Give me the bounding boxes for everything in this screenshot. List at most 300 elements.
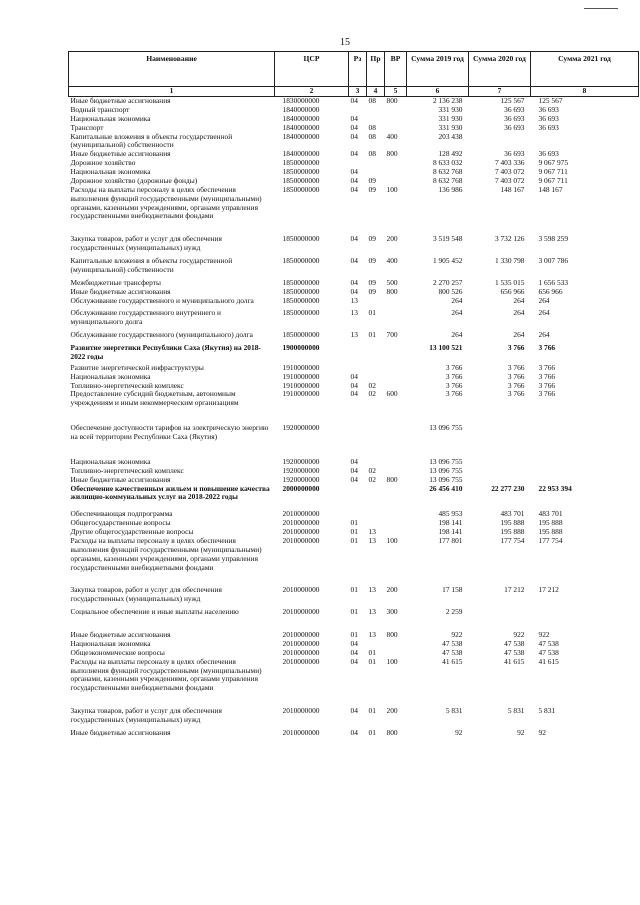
cell-name: Социальное обеспечение и иные выплаты населению: [70, 607, 239, 617]
cell-pr: 01: [368, 706, 376, 716]
cell-pr: 01: [368, 308, 376, 318]
cell-sum-2019: 177 801: [438, 535, 463, 545]
cell-csr: 2000000000: [282, 483, 320, 493]
cell-sum-2020: 36 693: [504, 104, 525, 114]
cell-sum-2020: 3 766: [507, 371, 525, 381]
header-sum-2019: Сумма 2019 год: [407, 52, 469, 87]
cell-sum-2021: 177 754: [538, 535, 563, 545]
cell-rz: 01: [350, 630, 358, 639]
cell-name: Капитальные вложения в объекты государственной (муниципальной) собственности: [70, 256, 233, 274]
cell-csr: 1850000000: [282, 330, 320, 340]
cell-csr: 2010000000: [282, 647, 320, 657]
cell-sum-2021: 3 007 786: [538, 256, 569, 265]
cell-name: Иные бюджетные ассигнования: [70, 286, 171, 296]
cell-csr: 1840000000: [282, 104, 320, 114]
cell-csr: 1850000000: [282, 184, 320, 194]
cell-sum-2021: 41 615: [538, 656, 559, 666]
cell-name: Транспорт: [70, 122, 104, 132]
cell-vr: [385, 373, 407, 382]
cell-csr: 1840000000: [282, 131, 320, 141]
cell-vr: [385, 510, 407, 519]
cell-sum-2020: 36 693: [504, 122, 525, 132]
cell-sum-2021: [531, 608, 639, 631]
cell-sum-2019: 3 766: [445, 380, 463, 390]
cell-sum-2021: 1 656 533: [538, 277, 569, 287]
cell-name: Топливно-энергетический комплекс: [70, 465, 184, 475]
cell-sum-2021: [531, 467, 639, 476]
cell-pr: 01: [368, 330, 376, 340]
cell-vr: [385, 344, 407, 364]
cell-pr: 09: [368, 286, 376, 296]
cell-rz: 04: [350, 465, 358, 475]
cell-sum-2020: [469, 467, 531, 476]
cell-sum-2021: 47 538: [538, 638, 559, 648]
cell-vr: 800: [386, 630, 398, 639]
cell-vr: 800: [386, 474, 398, 484]
cell-sum-2019: 92: [455, 727, 463, 737]
cell-sum-2019: 5 831: [445, 706, 463, 716]
cell-sum-2021: 3 766: [538, 389, 556, 399]
cell-pr: 02: [368, 474, 376, 484]
cell-csr: 1910000000: [282, 371, 320, 381]
cell-sum-2020: 41 615: [504, 656, 525, 666]
cell-sum-2019: 3 766: [445, 362, 463, 372]
header-name: Наименование: [69, 52, 275, 87]
cell-name: Закупка товаров, работ и услуг для обеспечения государственных (муниципальных) нужд: [70, 234, 222, 253]
cell-sum-2019: 13 100 521: [429, 343, 463, 352]
cell-pr: 02: [368, 465, 376, 475]
table-row: [69, 424, 639, 458]
cell-vr: [385, 168, 407, 177]
column-number: 1: [69, 87, 275, 97]
cell-sum-2021: [531, 424, 639, 458]
cell-csr: 1850000000: [282, 158, 320, 168]
cell-sum-2019: 3 766: [445, 389, 463, 399]
cell-sum-2019: 264: [451, 295, 463, 305]
cell-sum-2021: 3 598 259: [538, 234, 569, 244]
cell-sum-2021: 483 701: [538, 509, 563, 519]
cell-sum-2021: 3 766: [538, 362, 556, 372]
cell-pr: 09: [368, 256, 376, 265]
cell-rz: 04: [350, 131, 358, 141]
table-row: [69, 235, 639, 257]
cell-pr: 01: [368, 656, 376, 666]
cell-rz: 13: [350, 308, 358, 318]
cell-sum-2020: 36 693: [504, 149, 525, 159]
cell-csr: 2010000000: [282, 585, 320, 595]
cell-sum-2019: 13 096 755: [429, 423, 463, 433]
cell-csr: 2010000000: [282, 630, 320, 639]
cell-sum-2021: 5 831: [538, 706, 556, 716]
cell-rz: 04: [350, 638, 358, 648]
cell-sum-2020: 17 212: [504, 585, 525, 595]
cell-sum-2020: 1 535 015: [494, 277, 525, 287]
cell-pr: 02: [368, 389, 376, 399]
cell-rz: 13: [350, 295, 358, 305]
cell-rz: 04: [350, 234, 358, 244]
cell-vr: [385, 297, 407, 310]
cell-sum-2021: 47 538: [538, 647, 559, 657]
column-number: 4: [367, 87, 385, 97]
cell-sum-2020: [469, 458, 531, 467]
top-right-mark: [584, 8, 618, 9]
cell-pr: [367, 159, 385, 168]
cell-sum-2019: 17 158: [442, 585, 463, 595]
header-sum-2021: Сумма 2021 год: [531, 52, 639, 87]
cell-vr: 800: [386, 727, 398, 737]
cell-csr: 2010000000: [282, 656, 320, 666]
cell-vr: [385, 364, 407, 373]
cell-sum-2019: 922: [451, 630, 463, 639]
cell-sum-2021: 195 888: [538, 527, 563, 536]
cell-rz: 04: [350, 371, 358, 381]
cell-csr: 1920000000: [282, 423, 320, 433]
cell-vr: 800: [386, 96, 398, 105]
cell-csr: 1840000000: [282, 122, 320, 132]
cell-sum-2021: [531, 458, 639, 467]
cell-sum-2020: 483 701: [500, 509, 525, 519]
cell-pr: 13: [368, 607, 376, 617]
table-row: [69, 608, 639, 631]
cell-sum-2019: 331 930: [438, 122, 463, 132]
cell-csr: 1850000000: [282, 286, 320, 296]
cell-sum-2021: 3 766: [538, 371, 556, 381]
cell-rz: 01: [350, 535, 358, 545]
cell-name: Капитальные вложения в объекты государственной (муниципальной) собственности: [70, 131, 233, 150]
cell-vr: 800: [386, 149, 398, 159]
cell-sum-2020: [469, 608, 531, 631]
cell-name: Общегосударственные вопросы: [70, 518, 171, 528]
cell-sum-2019: 13 096 755: [429, 465, 463, 475]
cell-sum-2019: 136 986: [438, 184, 463, 194]
cell-name: Топливно-энергетический комплекс: [70, 380, 184, 390]
cell-rz: 04: [350, 656, 358, 666]
cell-name: Другие общегосударственные вопросы: [70, 527, 194, 536]
cell-vr: 100: [386, 184, 398, 194]
cell-sum-2020: 7 403 072: [494, 175, 525, 185]
cell-sum-2019: 2 136 238: [432, 96, 463, 105]
cell-rz: 04: [350, 456, 358, 466]
cell-csr: 1900000000: [282, 343, 320, 352]
cell-name: Иные бюджетные ассигнования: [70, 96, 171, 105]
cell-csr: 1850000000: [282, 175, 320, 185]
cell-name: Развитие энергетической инфраструктуры: [70, 362, 204, 372]
cell-sum-2021: 264: [538, 295, 550, 305]
cell-rz: 04: [350, 380, 358, 390]
cell-sum-2020: 47 538: [504, 647, 525, 657]
cell-rz: 04: [350, 389, 358, 399]
cell-rz: 04: [350, 277, 358, 287]
cell-sum-2021: 3 766: [538, 380, 556, 390]
cell-rz: 04: [350, 149, 358, 159]
table-header: [69, 52, 639, 97]
cell-pr: [367, 344, 385, 364]
table-row: [69, 390, 639, 424]
table-row: [69, 257, 639, 279]
cell-name: Национальная экономика: [70, 638, 151, 648]
cell-pr: 08: [368, 131, 376, 141]
cell-sum-2021: 92: [538, 727, 546, 737]
cell-rz: 13: [350, 330, 358, 340]
column-number-row: [69, 87, 639, 97]
cell-sum-2021: 22 953 394: [538, 483, 572, 493]
cell-sum-2020: 1 330 798: [494, 256, 525, 265]
header-row: [69, 52, 639, 87]
cell-sum-2019: 3 766: [445, 371, 463, 381]
cell-rz: 04: [350, 647, 358, 657]
cell-name: Обеспечение качественным жильем и повышение качества жилищно-коммунальных услуг на 2018-2022 годы: [70, 483, 270, 502]
cell-pr: 01: [368, 647, 376, 657]
cell-rz: 01: [350, 527, 358, 536]
cell-csr: 2010000000: [282, 527, 320, 536]
cell-sum-2019: 3 519 548: [432, 234, 463, 244]
cell-rz: [349, 424, 367, 458]
cell-pr: 13: [368, 630, 376, 639]
cell-sum-2019: 264: [451, 330, 463, 340]
cell-sum-2020: 177 754: [500, 535, 525, 545]
cell-pr: 08: [368, 149, 376, 159]
column-number: 3: [349, 87, 367, 97]
cell-sum-2020: 92: [517, 727, 525, 737]
cell-vr: 600: [386, 389, 398, 399]
cell-vr: 700: [386, 330, 398, 340]
cell-sum-2020: 148 167: [500, 184, 525, 194]
cell-pr: [367, 106, 385, 115]
cell-csr: 2010000000: [282, 607, 320, 617]
cell-csr: 1850000000: [282, 234, 320, 244]
cell-sum-2020: 656 966: [500, 286, 525, 296]
column-number: 5: [385, 87, 407, 97]
cell-sum-2021: 17 212: [538, 585, 559, 595]
cell-pr: 13: [368, 585, 376, 595]
cell-sum-2019: 198 141: [438, 518, 463, 528]
cell-sum-2020: 47 538: [504, 638, 525, 648]
cell-name: Иные бюджетные ассигнования: [70, 149, 171, 159]
cell-rz: 04: [350, 167, 358, 176]
cell-csr: 2010000000: [282, 706, 320, 716]
cell-csr: 1920000000: [282, 474, 320, 484]
cell-name: Обслуживание государственного (муниципального) долга: [70, 330, 253, 340]
cell-vr: 200: [386, 585, 398, 595]
cell-sum-2019: 8 632 768: [432, 175, 463, 185]
cell-sum-2019: 2 259: [445, 607, 463, 617]
cell-sum-2019: 203 438: [438, 131, 463, 141]
cell-csr: 1840000000: [282, 113, 320, 123]
cell-name: Развитие энергетики Республики Саха (Якутия) на 2018-2022 годы: [70, 343, 261, 361]
cell-name: Общеэкономические вопросы: [70, 647, 165, 657]
cell-name: Обеспечивающая подпрограмма: [70, 509, 173, 519]
cell-name: Межбюджетные трансферты: [70, 277, 161, 287]
cell-sum-2020: 3 732 126: [494, 234, 525, 244]
cell-csr: 2010000000: [282, 509, 320, 519]
cell-rz: 04: [350, 706, 358, 716]
cell-sum-2019: 264: [451, 308, 463, 318]
cell-pr: [367, 485, 385, 511]
table-row: [69, 658, 639, 708]
table-row: [69, 133, 639, 151]
cell-vr: [385, 106, 407, 115]
cell-sum-2021: 36 693: [538, 113, 559, 123]
cell-sum-2021: 656 966: [538, 286, 563, 296]
cell-name: Предоставление субсидий бюджетным, автономным учреждениям и иным некоммерческим организациям: [70, 389, 239, 408]
cell-sum-2020: 7 403 336: [494, 158, 525, 168]
cell-sum-2021: 195 888: [538, 518, 563, 528]
cell-vr: 400: [386, 256, 398, 265]
cell-name: Обслуживание государственного внутреннего и муниципального долга: [70, 308, 222, 327]
cell-sum-2020: 3 766: [507, 362, 525, 372]
cell-name: Обслуживание государственного и муниципального долга: [70, 295, 254, 305]
cell-sum-2019: 128 492: [438, 149, 463, 159]
table-row: [69, 586, 639, 608]
cell-pr: 01: [368, 727, 376, 737]
cell-sum-2020: 7 403 072: [494, 167, 525, 176]
cell-pr: [367, 424, 385, 458]
cell-pr: 09: [368, 175, 376, 185]
cell-sum-2019: 2 270 257: [432, 277, 463, 287]
cell-name: Иные бюджетные ассигнования: [70, 727, 171, 737]
cell-csr: 1850000000: [282, 308, 320, 318]
cell-sum-2020: 36 693: [504, 113, 525, 123]
cell-vr: [385, 458, 407, 467]
budget-table: [68, 51, 639, 738]
cell-pr: 08: [368, 96, 376, 105]
header-pr: Пр: [367, 52, 385, 87]
cell-vr: 500: [386, 277, 398, 287]
cell-sum-2020: 3 766: [507, 389, 525, 399]
cell-sum-2020: 264: [513, 295, 525, 305]
cell-sum-2019: 331 930: [438, 104, 463, 114]
cell-name: Иные бюджетные ассигнования: [70, 474, 171, 484]
cell-name: Расходы на выплаты персоналу в целях обеспечения выполнения функций государственными (муниципальными) органами, казенными учреждениями, органами управления государственными внебюджетными фондами: [70, 656, 262, 693]
cell-csr: 1910000000: [282, 362, 320, 372]
header-csr: ЦСР: [275, 52, 349, 87]
cell-sum-2020: 264: [513, 308, 525, 318]
table-row: [69, 485, 639, 511]
cell-vr: [385, 159, 407, 168]
cell-sum-2019: 8 632 768: [432, 167, 463, 176]
cell-sum-2021: 264: [538, 330, 550, 340]
column-number: 8: [531, 87, 639, 97]
page-number: 15: [340, 37, 350, 48]
cell-sum-2020: 5 831: [507, 706, 525, 716]
cell-csr: 1850000000: [282, 167, 320, 176]
cell-rz: 01: [350, 607, 358, 617]
cell-csr: 2010000000: [282, 535, 320, 545]
cell-sum-2020: 922: [513, 630, 525, 639]
cell-pr: [367, 510, 385, 519]
cell-sum-2019: 26 456 410: [429, 483, 463, 493]
column-number: 7: [469, 87, 531, 97]
cell-name: Национальная экономика: [70, 456, 151, 466]
cell-vr: [385, 485, 407, 511]
cell-rz: 04: [350, 96, 358, 105]
cell-sum-2020: 3 766: [507, 380, 525, 390]
cell-sum-2021: 36 693: [538, 149, 559, 159]
table-row: [69, 537, 639, 587]
cell-sum-2021: 3 766: [538, 343, 556, 352]
cell-vr: 300: [386, 607, 398, 617]
cell-sum-2021: 36 693: [538, 104, 559, 114]
cell-pr: 13: [368, 527, 376, 536]
cell-name: Обеспечение доступности тарифов на электрическую энергию на всей территории Республики Саха (Якутия): [70, 423, 269, 441]
cell-rz: 04: [350, 474, 358, 484]
cell-name: Расходы на выплаты персоналу в целях обеспечения выполнения функций государственными (муниципальными) органами, казенными учреждениями, органами управления государственными внебюджетными фондами: [70, 184, 262, 221]
cell-vr: [385, 424, 407, 458]
cell-sum-2020: [469, 133, 531, 151]
cell-sum-2019: 13 096 755: [429, 456, 463, 466]
cell-rz: 04: [350, 175, 358, 185]
cell-vr: 100: [386, 535, 398, 545]
cell-vr: 200: [386, 234, 398, 244]
cell-name: Расходы на выплаты персоналу в целях обеспечения выполнения функций государственными (муниципальными) органами, казенными учреждениями, органами управления государственными внебюджетными фондами: [70, 535, 262, 572]
cell-csr: 1840000000: [282, 149, 320, 159]
cell-sum-2020: 3 766: [507, 343, 525, 352]
cell-rz: 04: [350, 113, 358, 123]
header-sum-2020: Сумма 2020 год: [469, 52, 531, 87]
table-row: [69, 707, 639, 729]
cell-name: Дорожное хозяйство (дорожные фонды): [70, 175, 198, 185]
cell-name: Национальная экономика: [70, 113, 151, 123]
cell-name: Водный транспорт: [70, 104, 130, 114]
cell-sum-2021: 264: [538, 308, 550, 318]
column-number: 2: [275, 87, 349, 97]
cell-rz: 04: [350, 727, 358, 737]
cell-name: Национальная экономика: [70, 167, 151, 176]
table-row: [69, 344, 639, 364]
cell-vr: [385, 640, 407, 649]
cell-sum-2019: 47 538: [442, 638, 463, 648]
header-rz: Рз: [349, 52, 367, 87]
cell-pr: 09: [368, 234, 376, 244]
cell-vr: [385, 309, 407, 331]
cell-sum-2021: 9 067 711: [538, 175, 568, 185]
cell-vr: [385, 519, 407, 528]
cell-name: Дорожное хозяйство: [70, 158, 136, 168]
cell-sum-2020: 125 567: [500, 96, 525, 105]
cell-csr: 1850000000: [282, 256, 320, 265]
table-row: [69, 186, 639, 236]
cell-csr: 2010000000: [282, 727, 320, 737]
cell-csr: 2010000000: [282, 638, 320, 648]
cell-sum-2019: 1 905 452: [432, 256, 463, 265]
cell-sum-2020: 22 277 230: [491, 483, 525, 493]
cell-sum-2019: 485 953: [438, 509, 463, 519]
cell-sum-2021: [531, 133, 639, 151]
cell-vr: 400: [386, 131, 398, 141]
cell-vr: 100: [386, 656, 398, 666]
cell-name: Закупка товаров, работ и услуг для обеспечения государственных (муниципальных) нужд: [70, 706, 222, 724]
cell-rz: 04: [350, 256, 358, 265]
cell-csr: 1850000000: [282, 277, 320, 287]
table-row: [69, 729, 639, 738]
cell-rz: 01: [350, 518, 358, 528]
column-number: 6: [407, 87, 469, 97]
cell-csr: 1830000000: [282, 96, 320, 105]
cell-pr: 08: [368, 122, 376, 132]
cell-sum-2021: 148 167: [538, 184, 563, 194]
cell-name: Иные бюджетные ассигнования: [70, 630, 171, 639]
cell-sum-2019: 8 633 032: [432, 158, 463, 168]
cell-sum-2021: 125 567: [538, 96, 563, 105]
cell-rz: 04: [350, 122, 358, 132]
cell-rz: 04: [350, 184, 358, 194]
cell-csr: 2010000000: [282, 518, 320, 528]
cell-pr: [367, 364, 385, 373]
cell-rz: 04: [350, 286, 358, 296]
header-vr: ВР: [385, 52, 407, 87]
cell-sum-2021: 9 067 711: [538, 167, 568, 176]
cell-sum-2019: 47 538: [442, 647, 463, 657]
